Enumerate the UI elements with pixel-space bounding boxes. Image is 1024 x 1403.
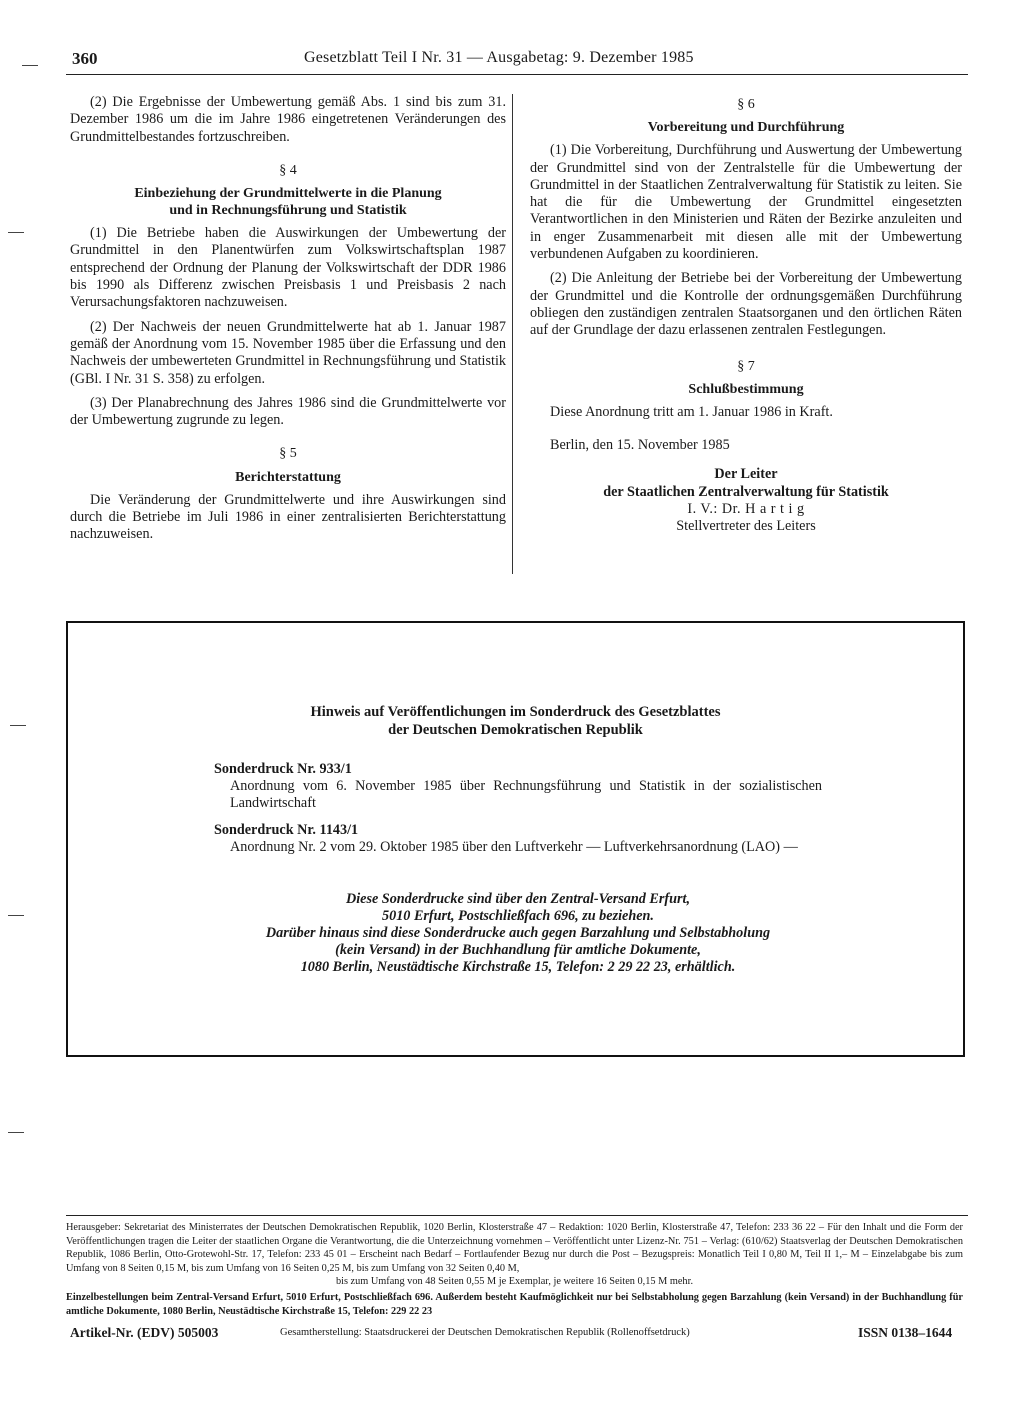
- printer-note: Gesamtherstellung: Staatsdruckerei der Deutschen Demokratischen Republik (Rollenoffsetdruck): [280, 1327, 690, 1338]
- ordering-note-line: 1080 Berlin, Neustädtische Kirchstraße 15, Telefon: 2 29 22 23, erhältlich.: [300, 959, 736, 975]
- right-column: [530, 94, 962, 536]
- margin-mark: [10, 725, 26, 726]
- paragraph: (2) Die Ergebnisse der Umbewertung gemäß Abs. 1 sind bis zum 31. Dezember 1986 um die im Jahre 1986 eingetretenen Veränderungen des Grundmittelbestandes fortzuschreiben.: [70, 94, 506, 145]
- sonderdruck-description: Anordnung vom 6. November 1985 über Rechnungsführung und Statistik in der sozialistischen Landwirtschaft: [230, 778, 822, 811]
- section-heading: [70, 185, 506, 219]
- running-header: Gesetzblatt Teil I Nr. 31 — Ausgabetag: 9. Dezember 1985: [304, 49, 694, 66]
- issn: ISSN 0138–1644: [858, 1325, 953, 1340]
- imprint-text: bis zum Umfang von 48 Seiten 0,55 M je Exemplar, je weitere 16 Seiten 0,15 M mehr.: [335, 1276, 694, 1288]
- imprint-block: [66, 1221, 963, 1318]
- section-number: § 6: [737, 97, 755, 112]
- paragraph: Die Veränderung der Grundmittelwerte und ihre Auswirkungen sind durch die Betriebe im Juli 1986 in einer zentralisierten Berichterstattung nachzuweisen.: [70, 491, 506, 543]
- ordering-note-line: Darüber hinaus sind diese Sonderdrucke auch gegen Barzahlung und Selbstabholung: [265, 925, 771, 941]
- signature-authority: der Staatlichen Zentralverwaltung für Statistik: [603, 483, 889, 500]
- signature-title: Der Leiter: [714, 466, 778, 483]
- section-heading: Berichterstattung: [235, 469, 341, 485]
- notice-title-line: Hinweis auf Veröffentlichungen im Sonderdruck des Gesetzblattes: [310, 704, 721, 720]
- ordering-note: [178, 891, 858, 976]
- notice-list: [214, 761, 822, 856]
- left-column: [70, 94, 506, 551]
- ordering-note-line: Diese Sonderdrucke sind über den Zentral-Versand Erfurt,: [345, 891, 691, 907]
- paragraph: (1) Die Vorbereitung, Durchführung und Auswertung der Umbewertung der Grundmittel sind von der Zentralstelle für die Umbewertung der Grundmittel in der Staatlichen Zentralverwaltung für Statistik zu leiten. Sie hat die für die Umbewertung der Grundmittel eingesetzten Verantwortlichen in den Ministerien und Räten der Bezirke anzuleiten und in enger Zusammenarbeit mit diesen alle mit der Umbewertung verbundenen Aufgaben zu koordinieren.: [530, 142, 962, 263]
- signatory: I. V.: Dr. H a r t i g: [687, 501, 805, 518]
- imprint-text: Herausgeber: Sekretariat des Ministerrates der Deutschen Demokratischen Republik, 1020 Berlin, Klosterstraße 47 – Redaktion: 1020 Berlin, Klosterstraße 47, Telefon: 233 36 22 – Für den Inhalt und die Form der Veröffentlichungen tragen die Leiter der staatlichen Organe die Verantwortung, die die Unterzeichnung vornehmen – Veröffentlicht unter Lizenz-Nr. 751 – Verlag: (610/62) Staatsverlag der Deutschen Demokratischen Republik, 1086 Berlin, Otto-Grotewohl-Str. 17, Telefon: 233 45 01 – Erscheint nach Bedarf – Fortlaufender Bezug nur durch die Post – Bezugspreis: Monatlich Teil I 0,80 M, Teil II 1,– M – Einzelabgabe bis zum Umfang von 8 Seiten 0,15 M, bis zum Umfang von 16 Seiten 0,25 M, bis zum Umfang von 32 Seiten 0,40 M,: [66, 1222, 963, 1274]
- section-heading-line: Einbeziehung der Grundmittelwerte in die Planung: [134, 186, 442, 202]
- paragraph: (2) Die Anleitung der Betriebe bei der Vorbereitung der Umbewertung der Grundmittel und die Kontrolle der ordnungsgemäßen Durchführung obliegen den zuständigen zentralen Staatsorganen und den örtlichen Räten auf der Grundlage der dazu erlassenen zentralen Festlegungen.: [530, 270, 962, 339]
- section-heading: Schlußbestimmung: [688, 381, 804, 397]
- signatory-role: Stellvertreter des Leiters: [676, 518, 816, 535]
- notice-box: [66, 621, 965, 1057]
- section-number: § 4: [279, 162, 297, 178]
- page-number: 360: [72, 49, 98, 68]
- margin-mark: [8, 915, 24, 916]
- notice-title: [68, 703, 963, 739]
- section-number: § 7: [737, 358, 755, 374]
- sonderdruck-heading: Sonderdruck Nr. 933/1: [214, 761, 352, 777]
- section-heading-line: und in Rechnungsführung und Statistik: [169, 203, 407, 219]
- imprint-rule: [66, 1215, 968, 1216]
- sonderdruck-description: Anordnung Nr. 2 vom 29. Oktober 1985 über den Luftverkehr — Luftverkehrsanordnung (LAO) —: [230, 839, 798, 855]
- paragraph: (2) Der Nachweis der neuen Grundmittelwerte hat ab 1. Januar 1987 gemäß der Anordnung vom 15. November 1985 über die Erfassung und den Nachweis der umbewerteten Grundmittel in Rechnungsführung und Statistik (GBl. I Nr. 31 S. 358) zu erfolgen.: [70, 318, 506, 387]
- article-number: Artikel-Nr. (EDV) 505003: [70, 1325, 219, 1340]
- ordering-note-line: (kein Versand) in der Buchhandlung für amtliche Dokumente,: [335, 942, 701, 958]
- imprint-ordering: Einzelbestellungen beim Zentral-Versand Erfurt, 5010 Erfurt, Postschließfach 696. Außerdem besteht Kaufmöglichkeit nur bei Selbstabholung gegen Barzahlung (kein Versand) in der Buchhandlung für amtliche Dokumente, 1080 Berlin, Neustädtische Kirchstraße 15, Telefon: 229 22 23: [66, 1291, 963, 1317]
- header-rule: [66, 74, 968, 75]
- paragraph: Diese Anordnung tritt am 1. Januar 1986 in Kraft.: [550, 403, 833, 420]
- margin-mark: [22, 65, 38, 66]
- notice-title-line: der Deutschen Demokratischen Republik: [388, 722, 643, 738]
- margin-mark: [8, 1132, 24, 1133]
- ordering-note-line: 5010 Erfurt, Postschließfach 696, zu beziehen.: [382, 908, 654, 924]
- column-divider: [512, 94, 513, 574]
- margin-mark: [8, 232, 24, 233]
- sonderdruck-heading: Sonderdruck Nr. 1143/1: [214, 822, 359, 838]
- paragraph: (3) Der Planabrechnung des Jahres 1986 sind die Grundmittelwerte vor der Umbewertung zugrunde zu legen.: [70, 394, 506, 429]
- date-line: Berlin, den 15. November 1985: [550, 437, 730, 454]
- section-number: § 5: [279, 446, 297, 462]
- section-heading: Vorbereitung und Durchführung: [647, 120, 845, 136]
- paragraph: (1) Die Betriebe haben die Auswirkungen der Umbewertung der Grundmittel in den Planentwürfen zum Volkswirtschaftsplan 1987 entsprechend der Ordnung der Planung der Volkswirtschaft der DDR 1986 bis 1990 als Differenz zwischen Preisbasis 1 und Preisbasis 2 nach Verursachungsfaktoren nachzuweisen.: [70, 225, 506, 311]
